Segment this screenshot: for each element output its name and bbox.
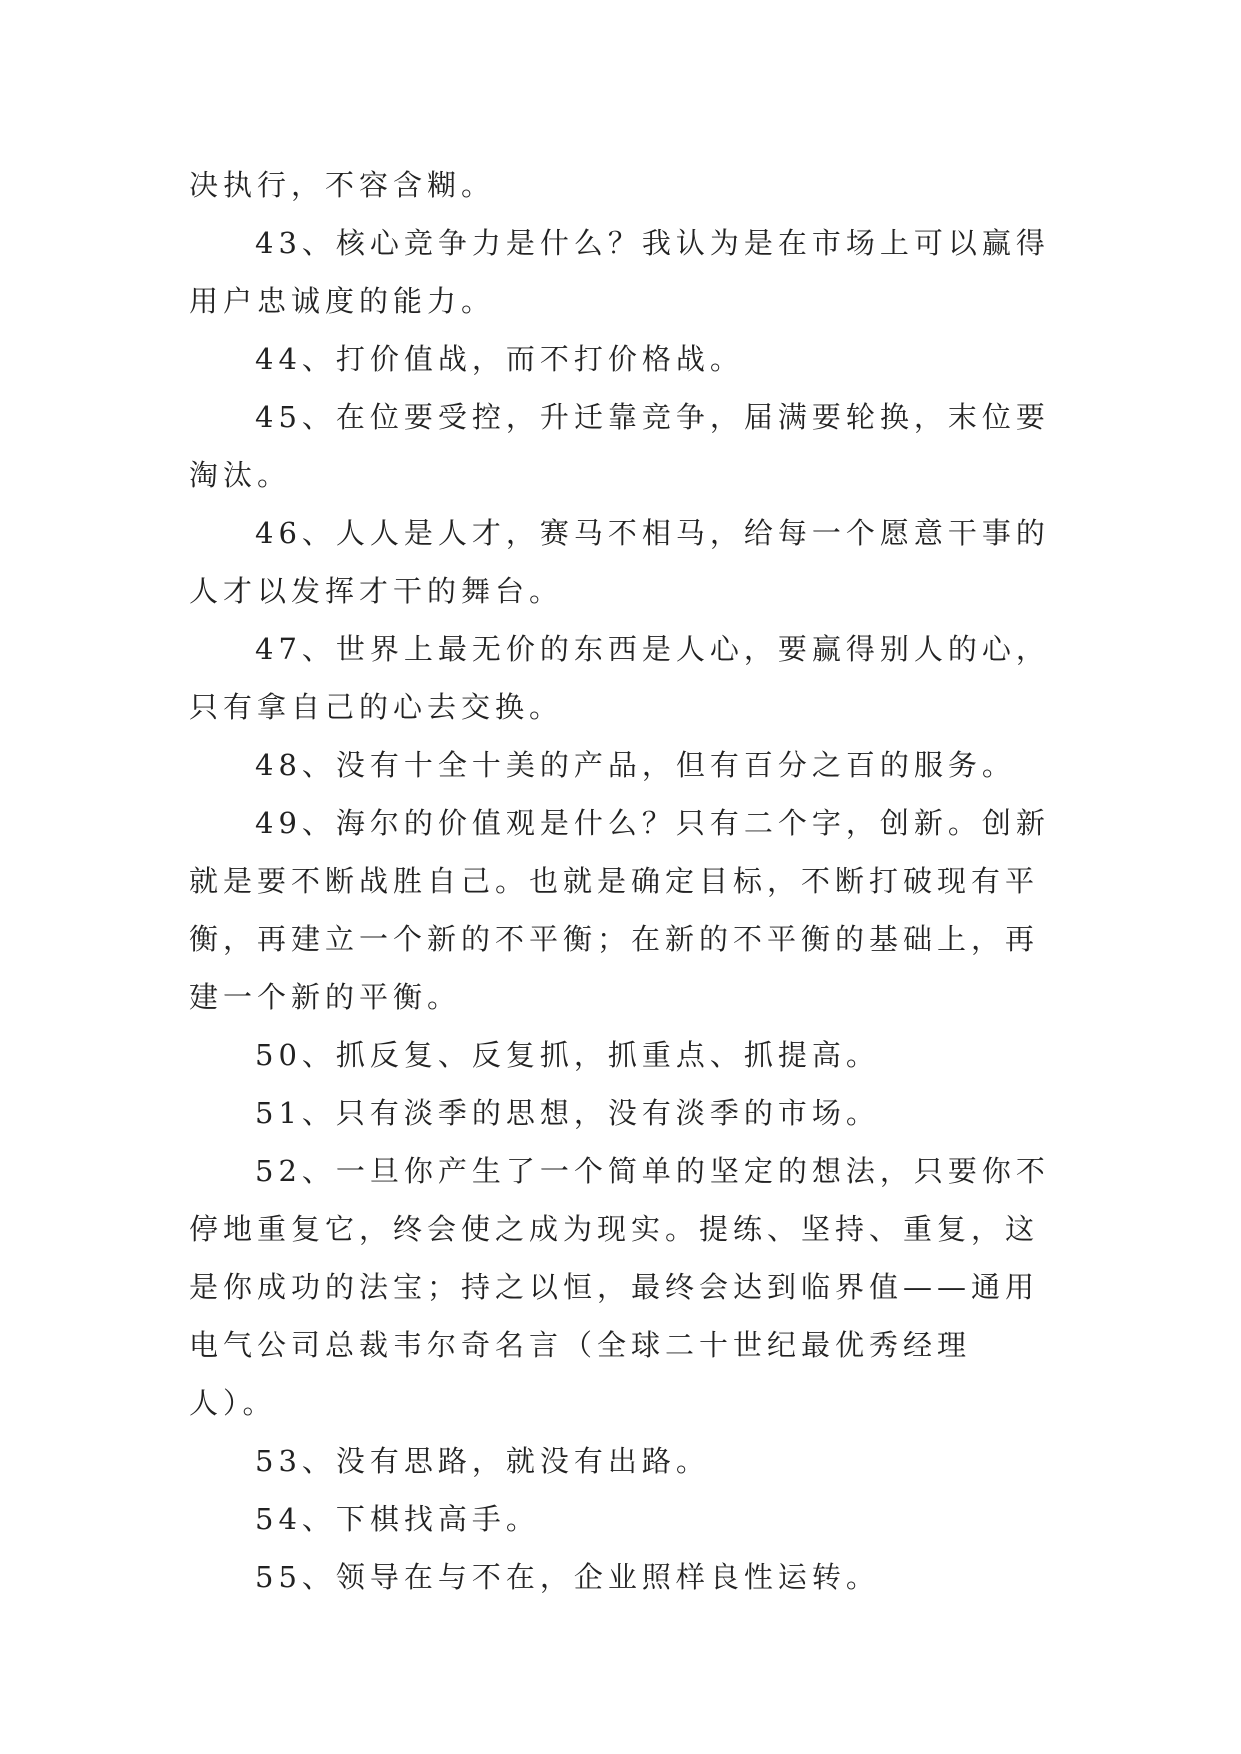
paragraph-50: 50、抓反复、反复抓，抓重点、抓提高。 — [255, 1038, 880, 1072]
paragraph-45: 45、在位要受控，升迁靠竞争，届满要轮换，末位要淘汰。 — [189, 400, 1050, 492]
paragraph-44: 44、打价值战，而不打价格战。 — [255, 342, 744, 376]
paragraph-51: 51、只有淡季的思想，没有淡季的市场。 — [255, 1096, 880, 1130]
paragraph-46: 46、人人是人才，赛马不相马，给每一个愿意干事的人才以发挥才干的舞台。 — [189, 516, 1050, 608]
paragraph-47: 47、世界上最无价的东西是人心，要赢得别人的心，只有拿自己的心去交换。 — [189, 632, 1050, 724]
paragraph-54: 54、下棋找高手。 — [255, 1502, 540, 1536]
paragraph-55: 55、领导在与不在，企业照样良性运转。 — [255, 1560, 880, 1594]
paragraph-52: 52、一旦你产生了一个简单的坚定的想法，只要你不停地重复它，终会使之成为现实。提练、坚持、重复，这是你成功的法宝；持之以恒，最终会达到临界值——通用电气公司总裁韦尔奇名言（全球二十世纪最优秀经理人）。 — [189, 1154, 1050, 1420]
document-body — [189, 156, 1055, 1606]
paragraph-49: 49、海尔的价值观是什么？只有二个字，创新。创新就是要不断战胜自己。也就是确定目标，不断打破现有平衡，再建立一个新的不平衡；在新的不平衡的基础上，再建一个新的平衡。 — [189, 806, 1050, 1014]
paragraph-continuation: 决执行，不容含糊。 — [189, 168, 496, 202]
paragraph-48: 48、没有十全十美的产品，但有百分之百的服务。 — [255, 748, 1016, 782]
paragraph-43: 43、核心竞争力是什么？我认为是在市场上可以赢得用户忠诚度的能力。 — [189, 226, 1050, 318]
paragraph-53: 53、没有思路，就没有出路。 — [255, 1444, 710, 1478]
